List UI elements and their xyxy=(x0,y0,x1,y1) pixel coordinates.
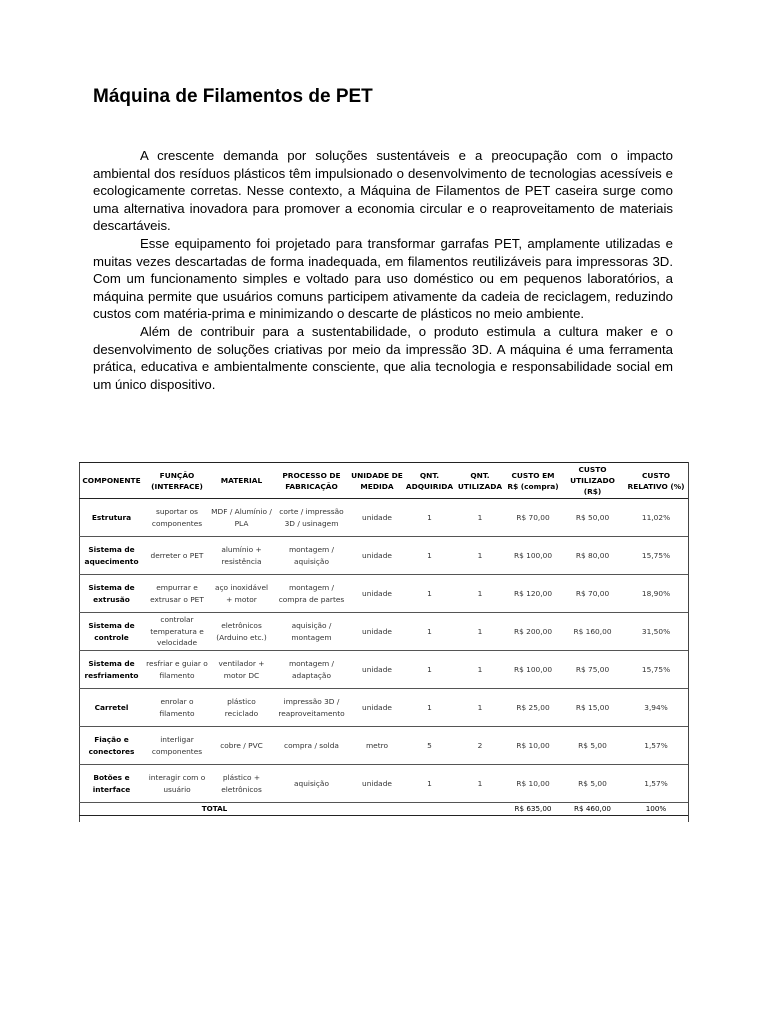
table-cell: R$ 70,00 xyxy=(505,499,561,537)
table-cell: aquisição xyxy=(273,765,350,803)
table-row xyxy=(79,689,688,727)
table-cell: 1,57% xyxy=(624,765,688,803)
table-cell: R$ 50,00 xyxy=(561,499,624,537)
table-row xyxy=(79,727,688,765)
table-cell: 1 xyxy=(455,537,505,575)
table-cell: controlar temperatura e velocidade xyxy=(144,613,210,651)
table-cell: 1 xyxy=(404,689,455,727)
table-cell: unidade xyxy=(350,575,404,613)
table-cell: unidade xyxy=(350,765,404,803)
table-cell: Botões e interface xyxy=(79,765,144,803)
table-cell: Sistema de controle xyxy=(79,613,144,651)
table-cell: suportar os componentes xyxy=(144,499,210,537)
table-cell: impressão 3D / reaproveitamento xyxy=(273,689,350,727)
table-cell: 1 xyxy=(455,651,505,689)
page-title: Máquina de Filamentos de PET xyxy=(93,86,373,107)
table-cell: unidade xyxy=(350,651,404,689)
table-cell: unidade xyxy=(350,613,404,651)
table-cell: metro xyxy=(350,727,404,765)
table-cell: unidade xyxy=(350,499,404,537)
column-header: CUSTO EM R$ (compra) xyxy=(505,463,561,499)
table-cell: eletrônicos (Arduino etc.) xyxy=(210,613,273,651)
table-cell: R$ 5,00 xyxy=(561,727,624,765)
table-cell: empurrar e extrusar o PET xyxy=(144,575,210,613)
paragraph: A crescente demanda por soluções sustentáveis e a preocupação com o impacto ambiental dos resíduos plásticos têm impulsionado o desenvolvimento de tecnologias acessíveis e ecologicamente corretas. Nesse contexto, a Máquina de Filamentos de PET caseira surge como uma alternativa inovadora para promover a economia circular e o reaproveitamento de materiais descartáveis. xyxy=(93,148,673,234)
table-cell: R$ 75,00 xyxy=(561,651,624,689)
table-cell: R$ 25,00 xyxy=(505,689,561,727)
table-cell: 1 xyxy=(404,575,455,613)
table-cell: derreter o PET xyxy=(144,537,210,575)
paragraph: Além de contribuir para a sustentabilidade, o produto estimula a cultura maker e o desenvolvimento de soluções criativas por meio da impressão 3D. A máquina é uma ferramenta prática, educativa e ambientalmente consciente, que alia tecnologia e responsabilidade social em um único dispositivo. xyxy=(93,323,673,392)
table-row xyxy=(79,651,688,689)
table-cell: 5 xyxy=(404,727,455,765)
paragraph: Esse equipamento foi projetado para transformar garrafas PET, amplamente utilizadas e muitas vezes descartadas de forma inadequada, em filamentos reutilizáveis para impressoras 3D. Com um funcionamento simples e voltado para uso doméstico ou em pequenos laboratórios, a máquina permite que usuários comuns participem ativamente da cadeia de reciclagem, reduzindo custos com matéria-prima e minimizando o descarte de plásticos no meio ambiente. xyxy=(93,235,673,322)
table-cell: R$ 80,00 xyxy=(561,537,624,575)
table-right-border xyxy=(688,462,689,822)
table-cell: R$ 10,00 xyxy=(505,727,561,765)
column-header: COMPONENTE xyxy=(79,463,144,499)
table-cell: plástico + eletrônicos xyxy=(210,765,273,803)
table-cell: 1,57% xyxy=(624,727,688,765)
table-cell: montagem / aquisição xyxy=(273,537,350,575)
table-cell: enrolar o filamento xyxy=(144,689,210,727)
table-cell: R$ 200,00 xyxy=(505,613,561,651)
table-row xyxy=(79,499,688,537)
column-header: QNT. ADQUIRIDA xyxy=(404,463,455,499)
table-cell: R$ 5,00 xyxy=(561,765,624,803)
table-cell: unidade xyxy=(350,689,404,727)
table-cell: R$ 10,00 xyxy=(505,765,561,803)
table-cell: montagem / adaptação xyxy=(273,651,350,689)
table-row xyxy=(79,575,688,613)
table-cell: Carretel xyxy=(79,689,144,727)
table-cell: 11,02% xyxy=(624,499,688,537)
table-cell: aquisição / montagem xyxy=(273,613,350,651)
table-cell: 1 xyxy=(455,575,505,613)
table-cell: 1 xyxy=(455,689,505,727)
column-header: FUNÇÃO (INTERFACE) xyxy=(144,463,210,499)
table-cell: 15,75% xyxy=(624,537,688,575)
total-empty-cell xyxy=(350,803,505,816)
table-cell: Sistema de aquecimento xyxy=(79,537,144,575)
column-header: CUSTO RELATIVO (%) xyxy=(624,463,688,499)
table-cell: interagir com o usuário xyxy=(144,765,210,803)
table-cell: Sistema de extrusão xyxy=(79,575,144,613)
table-cell: montagem / compra de partes xyxy=(273,575,350,613)
column-header: PROCESSO DE FABRICAÇÃO xyxy=(273,463,350,499)
table-cell: 1 xyxy=(404,651,455,689)
table-cell: unidade xyxy=(350,537,404,575)
table-cell: 31,50% xyxy=(624,613,688,651)
table-cell: 1 xyxy=(455,613,505,651)
table-cell: interligar componentes xyxy=(144,727,210,765)
table-cell: 1 xyxy=(404,537,455,575)
table-cell: R$ 70,00 xyxy=(561,575,624,613)
total-row xyxy=(79,803,688,816)
table-row xyxy=(79,613,688,651)
table-cell: 1 xyxy=(455,765,505,803)
table-cell: 2 xyxy=(455,727,505,765)
table-row xyxy=(79,537,688,575)
table-cell: 1 xyxy=(404,765,455,803)
table-cell: plástico reciclado xyxy=(210,689,273,727)
table-cell: R$ 15,00 xyxy=(561,689,624,727)
table-cell: R$ 100,00 xyxy=(505,651,561,689)
table-cell: alumínio + resistência xyxy=(210,537,273,575)
table-cell: compra / solda xyxy=(273,727,350,765)
column-header: UNIDADE DE MEDIDA xyxy=(350,463,404,499)
table-cell: Estrutura xyxy=(79,499,144,537)
total-label: TOTAL xyxy=(79,803,350,816)
table-cell: R$ 120,00 xyxy=(505,575,561,613)
table-cell: corte / impressão 3D / usinagem xyxy=(273,499,350,537)
table-cell: 1 xyxy=(404,613,455,651)
body-text xyxy=(93,147,673,393)
total-relativo: 100% xyxy=(624,803,688,816)
table-cell: R$ 160,00 xyxy=(561,613,624,651)
column-header: QNT. UTILIZADA xyxy=(455,463,505,499)
table-cell: Fiação e conectores xyxy=(79,727,144,765)
table-row xyxy=(79,765,688,803)
table-cell: ventilador + motor DC xyxy=(210,651,273,689)
table-cell: 18,90% xyxy=(624,575,688,613)
table-cell: 3,94% xyxy=(624,689,688,727)
table-cell: resfriar e guiar o filamento xyxy=(144,651,210,689)
total-compra: R$ 635,00 xyxy=(505,803,561,816)
table-cell: cobre / PVC xyxy=(210,727,273,765)
column-header: MATERIAL xyxy=(210,463,273,499)
column-header: CUSTO UTILIZADO (R$) xyxy=(561,463,624,499)
table-cell: 1 xyxy=(455,499,505,537)
table-header-row xyxy=(79,463,688,499)
table-cell: 15,75% xyxy=(624,651,688,689)
table-cell: aço inoxidável + motor xyxy=(210,575,273,613)
total-utilizado: R$ 460,00 xyxy=(561,803,624,816)
components-cost-table xyxy=(79,462,688,816)
table-cell: R$ 100,00 xyxy=(505,537,561,575)
table-cell: Sistema de resfriamento xyxy=(79,651,144,689)
table-cell: 1 xyxy=(404,499,455,537)
table-cell: MDF / Alumínio / PLA xyxy=(210,499,273,537)
